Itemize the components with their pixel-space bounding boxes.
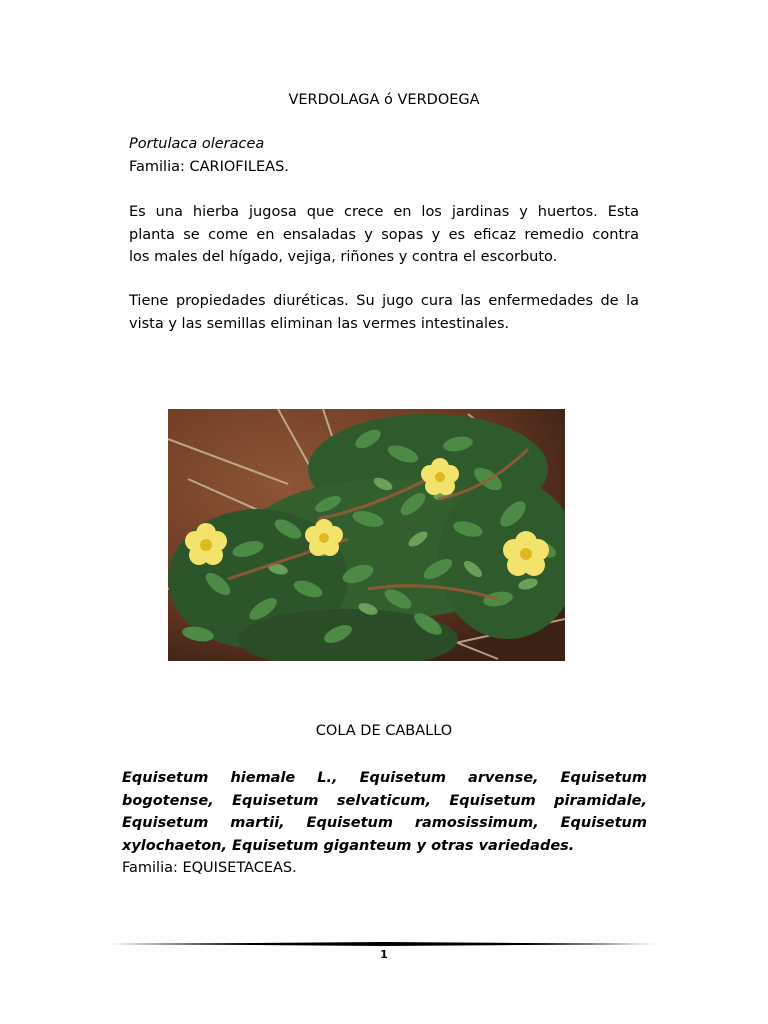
section-title-verdolaga: VERDOLAGA ó VERDOEGA — [288, 92, 480, 108]
paragraph-line: los males del hígado, vejiga, riñones y contra el escorbuto. — [129, 249, 558, 265]
section-title-cola-de-caballo: COLA DE CABALLO — [315, 723, 453, 739]
paragraph-line: Es una hierba jugosa que crece en los jardinas y huertos. Esta — [129, 204, 639, 220]
footer-divider — [110, 942, 658, 946]
paragraph-line: planta se come en ensaladas y sopas y es eficaz remedio contra — [129, 226, 639, 243]
paragraph-line: vista y las semillas eliminan las vermes intestinales. — [129, 315, 510, 332]
verdolaga-header — [129, 133, 639, 178]
species-line: xylochaeton, Equisetum giganteum y otras variedades. — [122, 837, 575, 854]
species-line: bogotense, Equisetum selvaticum, Equisetum piramidale, — [122, 792, 647, 809]
verdolaga-paragraph-2 — [129, 290, 639, 335]
verdolaga-paragraph-1 — [129, 201, 639, 269]
scientific-name: Portulaca oleracea — [129, 136, 265, 152]
species-line: Equisetum hiemale L., Equisetum arvense, Equisetum — [122, 770, 647, 786]
species-line: Equisetum martii, Equisetum ramosissimum, Equisetum — [122, 815, 647, 831]
purslane-photo — [168, 409, 565, 661]
family-label: Familia: CARIOFILEAS. — [129, 158, 289, 175]
equisetum-species-list — [122, 767, 647, 880]
family-label: Familia: EQUISETACEAS. — [122, 860, 297, 876]
page-number: 1 — [380, 948, 388, 961]
paragraph-line: Tiene propiedades diuréticas. Su jugo cura las enfermedades de la — [129, 293, 639, 309]
